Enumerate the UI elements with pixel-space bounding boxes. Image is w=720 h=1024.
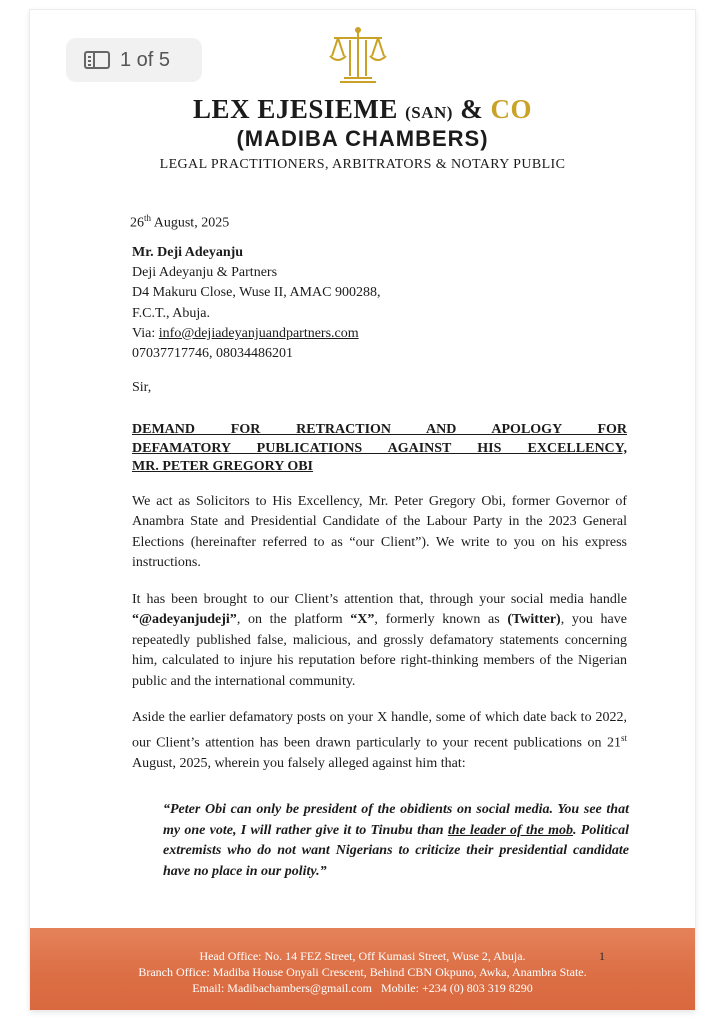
footer-mobile: Mobile: +234 (0) 803 319 8290 [380,981,533,995]
footer-branch-office: Branch Office: Madiba House Onyali Crescent, Behind CBN Okpuno, Awka, Anambra State. [138,965,587,979]
para2-part-a: It has been brought to our Client’s attention that, through your social media handle [132,592,627,607]
footer-head-office: Head Office: No. 14 FEZ Street, Off Kumasi Street, Wuse 2, Abuja. [199,949,526,963]
chambers-name: (MADIBA CHAMBERS) [236,126,489,151]
firm-name-amp: & [460,94,484,124]
firm-name-co: CO [490,94,532,124]
recipient-phones: 07037717746, 08034486201 [132,346,293,362]
recipient-via [132,324,380,344]
quoted-statement [163,800,629,882]
subject-line-3: MR. PETER GREGORY OBI [132,459,314,474]
footer-contact [30,980,695,996]
recipient-firm: Deji Adeyanju & Partners [132,265,278,281]
para2-part-d: , you have repeatedly published false, malicious, and grossly defamatory statements concerning him, calculated to injure his reputation before right-thinking members of the Nigerian public and the international community. [132,612,627,689]
para3-date-suffix: st [620,733,627,744]
footer-email: Email: Madibachambers@gmail.com [192,981,372,995]
recipient-address [132,243,380,364]
firm-name [30,94,695,125]
para2-part-b: , on the platform [236,612,351,628]
recipient-address-line1: D4 Makuru Close, Wuse II, AMAC 900288, [132,285,381,301]
paragraph-2 [132,590,627,692]
social-handle: “@adeyanjudeji” [132,612,237,628]
recipient-email: info@dejiadeyanjuandpartners.com [158,325,359,341]
platform-former-name: (Twitter) [507,612,561,628]
letter-date [130,213,229,232]
via-label: Via: [132,325,159,341]
firm-name-san: (SAN) [405,103,453,122]
recipient-address-line2: F.C.T., Abuja. [132,305,210,321]
date-day: 26 [130,215,144,231]
recipient-name: Mr. Deji Adeyanju [132,245,244,260]
paragraph-3 [132,708,627,775]
quote-part-b: . Political extremists who do not want Nigerians to criticize their presidential candidate have no place in our polity.” [163,822,629,879]
letter-page [30,10,695,1010]
paragraph-1: We act as Solicitors to His Excellency, Mr. Peter Gregory Obi, former Governor of Anambra State and Presidential Candidate of the Labour Party in the 2023 General Elections (hereinafter referred to as “our Client”). We write to you on his express instructions. [132,494,627,571]
page-view-icon [84,51,110,69]
letter-subject [132,421,627,477]
subject-line-1: DEMAND FOR RETRACTION AND APOLOGY FOR [132,422,627,437]
page-number: 1 [599,949,605,963]
scales-of-justice-icon [326,22,390,88]
page-indicator-badge[interactable] [66,38,202,82]
platform-name: “X” [350,612,375,628]
date-rest: August, 2025 [151,215,230,231]
subject-line-2: DEFAMATORY PUBLICATIONS AGAINST HIS EXCELLENCY, [132,440,627,456]
firm-name-main: LEX EJESIEME [193,94,398,124]
para3-part-a: Aside the earlier defamatory posts on your X handle, some of which date back to 2022, our Client’s attention has been drawn particularly to your recent publications on 21 [132,710,627,752]
para2-part-c: , formerly known as [374,612,508,628]
date-suffix: th [144,213,152,223]
quote-underlined: the leader of the mob [447,822,574,838]
salutation: Sir, [132,380,152,395]
firm-tagline: LEGAL PRACTITIONERS, ARBITRATORS & NOTARY PUBLIC [159,157,566,172]
page-indicator-text: 1 of 5 [120,48,171,71]
quote-part-a: “Peter Obi can only be president of the obidients on social media. You see that my one vote, I will rather give it to Tinubu than [163,802,629,838]
para3-part-b: August, 2025, wherein you falsely alleged against him that: [132,756,466,772]
letterhead-footer [30,928,695,1010]
